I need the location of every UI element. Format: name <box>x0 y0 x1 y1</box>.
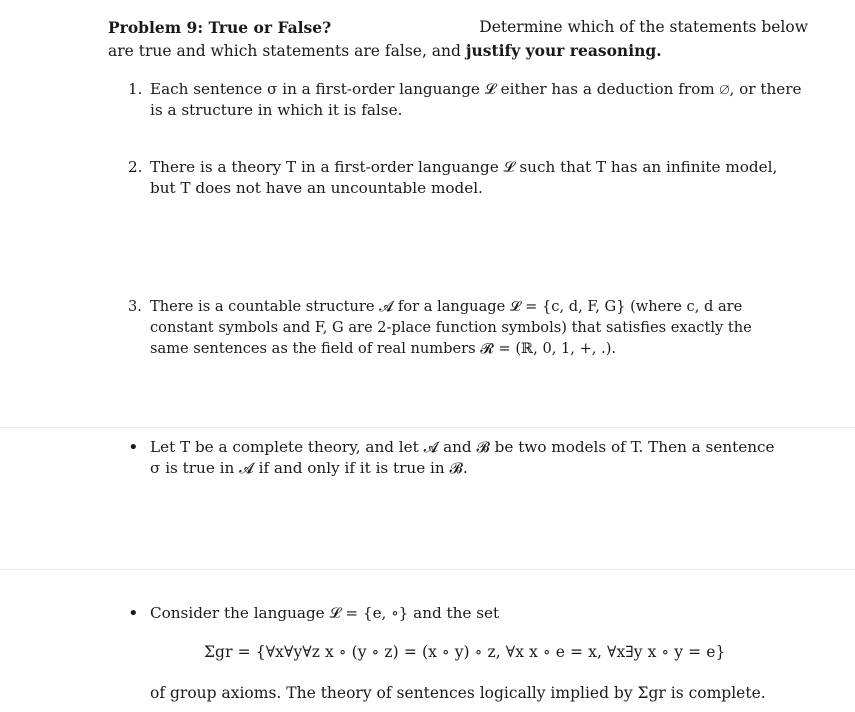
bullet-marker: • <box>128 437 139 458</box>
statement-number: 2. <box>128 158 143 176</box>
statement-line: Each sentence σ in a first-order languange 𝓛 either has a deduction from ∅, or there <box>150 80 802 98</box>
instruction-text-2: are true and which statements are false, and <box>108 42 461 60</box>
bullet-marker: • <box>128 603 139 624</box>
conclusion-line: of group axioms. The theory of sentences logically implied by Σgr is complete. <box>150 684 766 702</box>
instruction-text-1: Determine which of the statements below <box>479 18 808 36</box>
group-axioms-formula: Σgr = {∀x∀y∀z x ∘ (y ∘ z) = (x ∘ y) ∘ z, ∀x x ∘ e = x, ∀x∃y x ∘ y = e} <box>204 643 726 661</box>
statement-bullet-2 <box>128 603 818 624</box>
statement-1 <box>128 79 818 121</box>
problem-header <box>108 16 808 63</box>
statement-line: same sentences as the field of real numbers 𝓡 = (ℝ, 0, 1, +, .). <box>150 340 617 357</box>
statement-2 <box>128 157 818 199</box>
statement-line: but T does not have an uncountable model. <box>150 179 483 197</box>
statement-number: 3. <box>128 298 142 315</box>
section-divider <box>0 569 855 570</box>
problem-label: Problem 9: True or False? <box>108 18 332 37</box>
statement-line: is a structure in which it is false. <box>150 101 403 119</box>
statement-number: 1. <box>128 80 143 98</box>
statement-line: σ is true in 𝓐 if and only if it is true in 𝓑. <box>150 459 468 477</box>
statement-line: There is a countable structure 𝓐 for a language 𝓛 = {c, d, F, G} (where c, d are <box>150 298 743 315</box>
statement-bullet-1 <box>128 437 818 479</box>
statement-line: There is a theory T in a first-order languange 𝓛 such that T has an infinite model, <box>150 158 778 176</box>
section-divider <box>0 427 855 428</box>
statement-line: Consider the language 𝓛 = {e, ∘} and the set <box>150 604 500 622</box>
statement-line: Let T be a complete theory, and let 𝓐 and 𝓑 be two models of T. Then a sentence <box>150 438 775 456</box>
instruction-emphasis: justify your reasoning. <box>465 41 662 60</box>
statement-line: constant symbols and F, G are 2-place function symbols) that satisfies exactly the <box>150 319 752 336</box>
statement-3 <box>128 296 818 359</box>
